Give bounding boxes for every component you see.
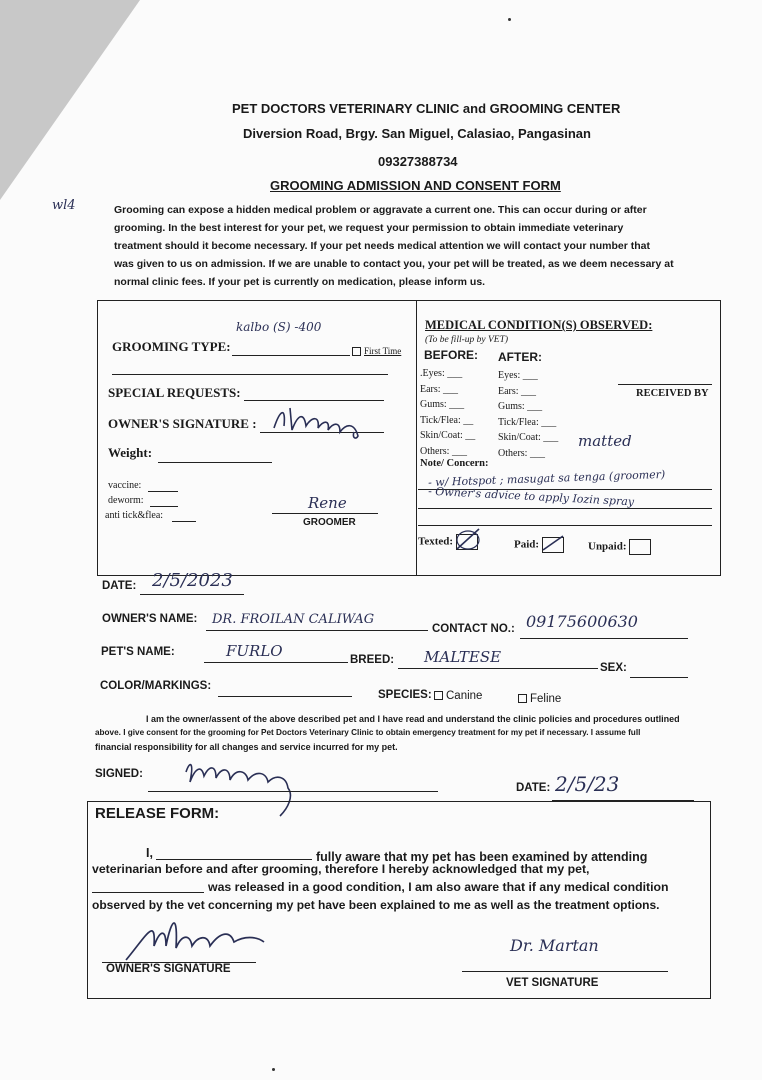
pet-name-line xyxy=(204,662,348,663)
sex-label: SEX: xyxy=(600,662,627,674)
breed-label: BREED: xyxy=(350,654,395,666)
after-item: Eyes: ___ xyxy=(498,370,538,381)
pet-name-label: PET'S NAME: xyxy=(101,646,175,658)
contact-line xyxy=(520,638,688,639)
texted-mark-icon xyxy=(453,525,483,555)
vet-signature-value[interactable]: Dr. Martan xyxy=(510,936,599,955)
clinic-name: PET DOCTORS VETERINARY CLINIC and GROOMING CENTER xyxy=(232,101,621,116)
margin-note: wl4 xyxy=(52,198,76,213)
release-line-1: fully aware that my pet has been examined by attending xyxy=(316,850,648,864)
intro-line: grooming. In the best interest for your pet, we request your permission to obtain immediate veterinary xyxy=(114,222,624,234)
intro-line: Grooming can expose a hidden medical problem or aggravate a current one. This can occur during or after xyxy=(114,204,647,216)
paid-checkbox[interactable] xyxy=(542,537,564,553)
release-title: RELEASE FORM: xyxy=(95,805,220,822)
date-value[interactable]: 2/5/2023 xyxy=(152,570,233,591)
release-line-2: veterinarian before and after grooming, therefore I hereby acknowledged that my pet, xyxy=(92,862,590,876)
note-label: Note/ Concern: xyxy=(420,458,489,469)
first-time-checkbox[interactable] xyxy=(352,347,361,356)
texted-option[interactable] xyxy=(418,534,478,550)
after-list xyxy=(498,368,558,461)
feline-checkbox[interactable] xyxy=(518,694,527,703)
date-label: DATE: xyxy=(102,580,137,592)
medical-title: MEDICAL CONDITION(S) OBSERVED: xyxy=(425,318,653,332)
scan-speck xyxy=(272,1068,275,1071)
others-after-value[interactable]: matted xyxy=(578,432,632,450)
before-item: Skin/Coat: __ xyxy=(420,430,476,441)
groomer-line xyxy=(272,513,378,514)
contact-value[interactable]: 09175600630 xyxy=(526,612,638,631)
canine-option[interactable] xyxy=(434,690,482,702)
anti-tick-label: anti tick&flea: xyxy=(105,510,164,521)
release-pet-line xyxy=(92,892,204,893)
received-by-label: RECEIVED BY xyxy=(636,388,709,399)
vet-sig-label: VET SIGNATURE xyxy=(506,977,599,989)
release-i: I, xyxy=(146,846,153,860)
consent-line: financial responsibility for all changes and service incurred for my pet. xyxy=(95,742,398,752)
note-line-2[interactable]: - Owner's advice to apply Iozin spray xyxy=(427,484,635,509)
release-line-3: was released in a good condition, I am also aware that if any medical condition xyxy=(208,880,669,894)
unpaid-checkbox[interactable] xyxy=(629,539,651,555)
breed-line xyxy=(398,668,598,669)
first-time-option[interactable] xyxy=(352,346,401,356)
feline-option[interactable] xyxy=(518,693,561,705)
intro-line: treatment should it become necessary. If your pet needs medical attention we will contact your number that xyxy=(114,240,651,252)
grooming-type-value[interactable]: kalbo (S) -400 xyxy=(236,320,322,334)
medical-subtitle: (To be fill-up by VET) xyxy=(425,335,509,345)
signed-line xyxy=(148,791,438,792)
form-title: GROOMING ADMISSION AND CONSENT FORM xyxy=(270,178,561,193)
owner-name-label: OWNER'S NAME: xyxy=(102,613,198,625)
canine-checkbox[interactable] xyxy=(434,691,443,700)
note-rule xyxy=(418,508,712,509)
intro-line: was given to us on admission. If we are unable to contact you, your pet will be treated, as we deem necessary at xyxy=(114,258,674,270)
folded-corner-shadow xyxy=(0,0,140,200)
vaccine-line xyxy=(148,491,178,492)
pet-name-value[interactable]: FURLO xyxy=(226,642,283,660)
signed-date-value[interactable]: 2/5/23 xyxy=(555,772,620,796)
after-item: Others: ___ xyxy=(498,447,545,459)
release-line-4: observed by the vet concerning my pet have been explained to me as well as the treatment options. xyxy=(92,898,660,912)
panel-divider xyxy=(416,300,417,575)
vet-sig-line xyxy=(462,971,668,972)
release-owner-signature-scribble xyxy=(116,906,286,970)
deworm-line xyxy=(150,506,178,507)
feline-label: Feline xyxy=(530,693,562,705)
after-label: AFTER: xyxy=(498,350,542,364)
before-item: Ears: ___ xyxy=(420,383,459,395)
after-item: Ears: ___ xyxy=(498,385,537,397)
signed-label: SIGNED: xyxy=(95,768,143,780)
before-label: BEFORE: xyxy=(424,348,478,362)
species-label: SPECIES: xyxy=(378,689,432,701)
before-item: .Eyes: ___ xyxy=(420,368,463,379)
anti-tick-line xyxy=(172,521,196,522)
consent-line: I am the owner/assent of the above described pet and I have read and understand the clinic policies and procedures outlined xyxy=(146,714,680,724)
unpaid-label: Unpaid: xyxy=(588,540,627,553)
date-line xyxy=(140,594,244,595)
before-item: Others: ___ xyxy=(420,445,467,457)
color-markings-line xyxy=(218,696,352,697)
owner-sig-label: OWNER'S SIGNATURE xyxy=(106,963,231,975)
owner-name-line xyxy=(206,630,428,631)
after-item: Gums: ___ xyxy=(498,401,543,412)
deworm-label: deworm: xyxy=(108,495,144,506)
texted-label: Texted: xyxy=(418,535,454,548)
breed-value[interactable]: MALTESE xyxy=(424,648,502,666)
before-item: Gums: ___ xyxy=(420,399,465,410)
vaccine-label: vaccine: xyxy=(108,480,142,491)
owner-signature-scribble xyxy=(268,402,368,442)
owner-name-value[interactable]: DR. FROILAN CALIWAG xyxy=(212,612,375,627)
grooming-type-line-2 xyxy=(112,374,388,375)
special-requests-label: SPECIAL REQUESTS: xyxy=(108,385,241,400)
texted-checkbox[interactable] xyxy=(456,534,478,550)
paid-check-icon xyxy=(541,534,567,554)
color-markings-label: COLOR/MARKINGS: xyxy=(100,680,212,692)
intro-line: normal clinic fees. If your pet is currently on medication, please inform us. xyxy=(114,276,486,288)
consent-line: above. I give consent for the grooming for Pet Doctors Veterinary Clinic to obtain emergency treatment for my pet if necessary. I assume full xyxy=(95,728,641,737)
canine-label: Canine xyxy=(446,690,483,702)
groomer-name[interactable]: Rene xyxy=(308,494,347,512)
release-name-line xyxy=(156,859,312,860)
paid-option[interactable] xyxy=(514,537,564,553)
groomer-label: GROOMER xyxy=(303,517,356,528)
special-requests-line xyxy=(244,400,384,401)
note-line-1[interactable]: - w/ Hotspot ; masugat sa tenga (groomer) xyxy=(427,467,666,490)
grooming-type-line xyxy=(232,355,350,356)
unpaid-option[interactable] xyxy=(588,539,651,555)
signed-date-label: DATE: xyxy=(516,782,551,794)
owner-signature-label: OWNER'S SIGNATURE : xyxy=(108,416,257,431)
received-by-line xyxy=(618,384,712,385)
before-item: Tick/Flea: __ xyxy=(420,414,474,426)
after-item: Tick/Flea: ___ xyxy=(498,416,557,428)
clinic-address: Diversion Road, Brgy. San Miguel, Calasiao, Pangasinan xyxy=(243,126,591,141)
paid-label: Paid: xyxy=(514,538,540,551)
contact-label: CONTACT NO.: xyxy=(432,623,515,635)
clinic-phone: 09327388734 xyxy=(378,154,458,169)
before-list xyxy=(420,366,475,459)
weight-label: Weight: xyxy=(108,445,153,460)
first-time-label: First Time xyxy=(364,346,402,356)
sex-line xyxy=(630,677,688,678)
weight-line xyxy=(158,462,272,463)
after-item: Skin/Coat: ___ xyxy=(498,432,559,443)
scan-speck xyxy=(508,18,511,21)
grooming-type-label: GROOMING TYPE: xyxy=(112,339,231,354)
